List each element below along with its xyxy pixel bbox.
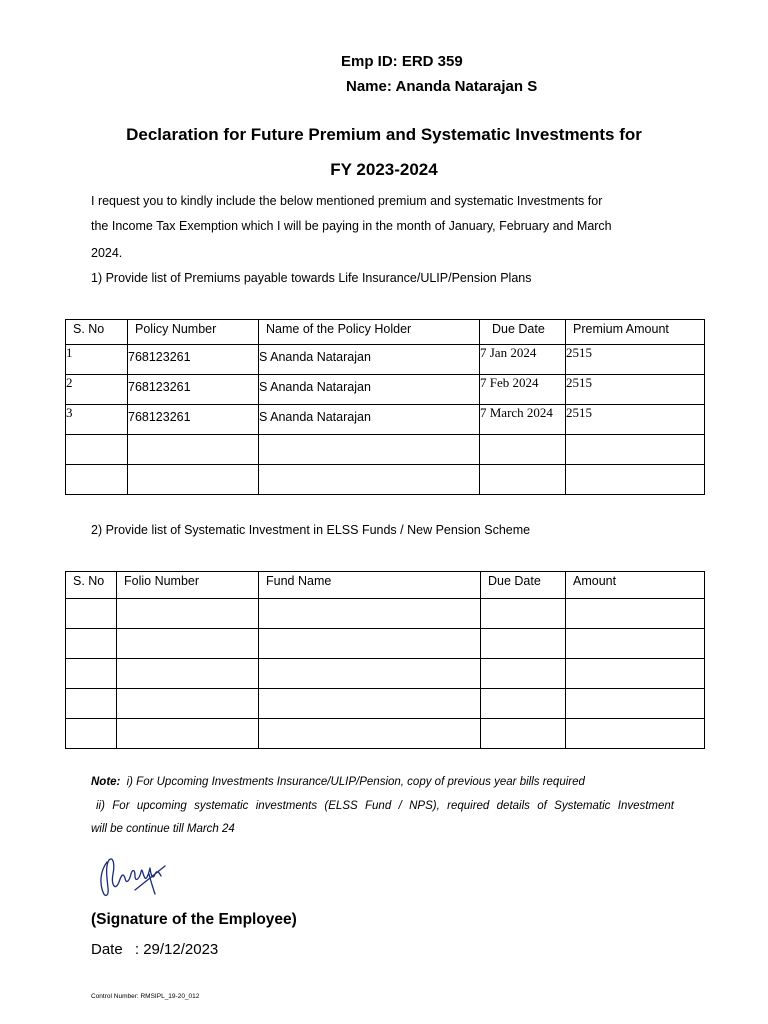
signature-label: (Signature of the Employee) xyxy=(91,911,297,928)
cell-due-date: 7 Feb 2024 xyxy=(480,375,566,405)
intro-line-1: I request you to kindly include the below mentioned premium and systematic Investments for xyxy=(91,194,603,208)
cell-policy-number xyxy=(128,435,259,465)
table-row xyxy=(66,435,705,465)
note-line-1 xyxy=(91,776,585,788)
cell-policy-holder: S Ananda Natarajan xyxy=(259,345,480,375)
note-line-3: will be continue till March 24 xyxy=(91,823,235,835)
section2-heading: 2) Provide list of Systematic Investment in ELSS Funds / New Pension Scheme xyxy=(91,523,531,537)
cell-amount xyxy=(566,629,705,659)
table-row xyxy=(66,345,705,375)
cell-fund-name xyxy=(259,629,481,659)
date-value: : 29/12/2023 xyxy=(134,941,219,958)
cell-fund-name xyxy=(259,599,481,629)
col-premium-amount: Premium Amount xyxy=(566,320,705,345)
elss-table-header xyxy=(66,572,705,599)
cell-amount xyxy=(566,659,705,689)
cell-folio-number xyxy=(117,659,259,689)
cell-sno xyxy=(66,465,128,495)
cell-due-date xyxy=(481,719,566,749)
section1-heading: 1) Provide list of Premiums payable towards Life Insurance/ULIP/Pension Plans xyxy=(91,271,532,285)
cell-amount xyxy=(566,599,705,629)
date-label: Date xyxy=(91,941,123,958)
intro-line-2: the Income Tax Exemption which I will be paying in the month of January, February and March xyxy=(91,219,612,233)
table-row xyxy=(66,689,705,719)
cell-policy-number: 768123261 xyxy=(128,405,259,435)
cell-sno xyxy=(66,719,117,749)
date-line xyxy=(91,941,218,958)
cell-due-date: 7 March 2024 xyxy=(480,405,566,435)
cell-due-date xyxy=(481,689,566,719)
cell-amount xyxy=(566,719,705,749)
cell-sno xyxy=(66,629,117,659)
note-text-1: i) For Upcoming Investments Insurance/ULIP/Pension, copy of previous year bills required xyxy=(126,776,585,788)
col-policy-number: Policy Number xyxy=(128,320,259,345)
cell-premium-amount: 2515 xyxy=(566,405,705,435)
cell-policy-holder: S Ananda Natarajan xyxy=(259,405,480,435)
cell-policy-number: 768123261 xyxy=(128,345,259,375)
premium-table-header xyxy=(66,320,705,345)
cell-sno xyxy=(66,599,117,629)
cell-due-date xyxy=(480,435,566,465)
cell-sno: 2 xyxy=(66,375,128,405)
col-folio-number: Folio Number xyxy=(117,572,259,599)
cell-folio-number xyxy=(117,599,259,629)
table-row xyxy=(66,405,705,435)
cell-sno xyxy=(66,689,117,719)
cell-sno: 3 xyxy=(66,405,128,435)
cell-fund-name xyxy=(259,719,481,749)
cell-sno: 1 xyxy=(66,345,128,375)
name-value: Ananda Natarajan S xyxy=(395,78,538,95)
cell-premium-amount xyxy=(566,465,705,495)
employee-name-line xyxy=(346,78,537,95)
cell-premium-amount: 2515 xyxy=(566,375,705,405)
table-row xyxy=(66,599,705,629)
cell-sno xyxy=(66,659,117,689)
col-sno: S. No xyxy=(66,320,128,345)
cell-sno xyxy=(66,435,128,465)
cell-folio-number xyxy=(117,689,259,719)
table-row xyxy=(66,659,705,689)
cell-due-date xyxy=(480,465,566,495)
cell-amount xyxy=(566,689,705,719)
table-row xyxy=(66,629,705,659)
note-line-2: ii) For upcoming systematic investments (ELSS Fund / NPS), required details of Systematic Investment xyxy=(96,800,674,812)
emp-id: Emp ID: ERD 359 xyxy=(341,53,463,70)
cell-fund-name xyxy=(259,659,481,689)
document-title: Declaration for Future Premium and Systematic Investments for xyxy=(126,125,642,144)
col-amount: Amount xyxy=(566,572,705,599)
col-policy-holder: Name of the Policy Holder xyxy=(259,320,480,345)
control-number: Control Number: RMSIPL_19-20_012 xyxy=(91,993,200,1000)
cell-due-date xyxy=(481,629,566,659)
cell-premium-amount: 2515 xyxy=(566,345,705,375)
col-fund-name: Fund Name xyxy=(259,572,481,599)
note-label: Note: xyxy=(91,776,121,788)
table-row xyxy=(66,719,705,749)
cell-due-date xyxy=(481,599,566,629)
table-row xyxy=(66,375,705,405)
cell-premium-amount xyxy=(566,435,705,465)
intro-line-3: 2024. xyxy=(91,246,123,260)
col-sno: S. No xyxy=(66,572,117,599)
cell-due-date xyxy=(481,659,566,689)
cell-folio-number xyxy=(117,629,259,659)
document-title-year: FY 2023-2024 xyxy=(330,160,438,179)
cell-policy-holder xyxy=(259,465,480,495)
cell-fund-name xyxy=(259,689,481,719)
col-due-date: Due Date xyxy=(481,572,566,599)
cell-policy-number: 768123261 xyxy=(128,375,259,405)
signature-image xyxy=(95,852,170,904)
elss-table xyxy=(65,571,705,749)
premium-table xyxy=(65,319,705,495)
cell-policy-holder xyxy=(259,435,480,465)
table-row xyxy=(66,465,705,495)
cell-due-date: 7 Jan 2024 xyxy=(480,345,566,375)
cell-folio-number xyxy=(117,719,259,749)
cell-policy-number xyxy=(128,465,259,495)
name-label: Name: xyxy=(346,78,392,95)
col-due-date: Due Date xyxy=(480,320,566,345)
cell-policy-holder: S Ananda Natarajan xyxy=(259,375,480,405)
